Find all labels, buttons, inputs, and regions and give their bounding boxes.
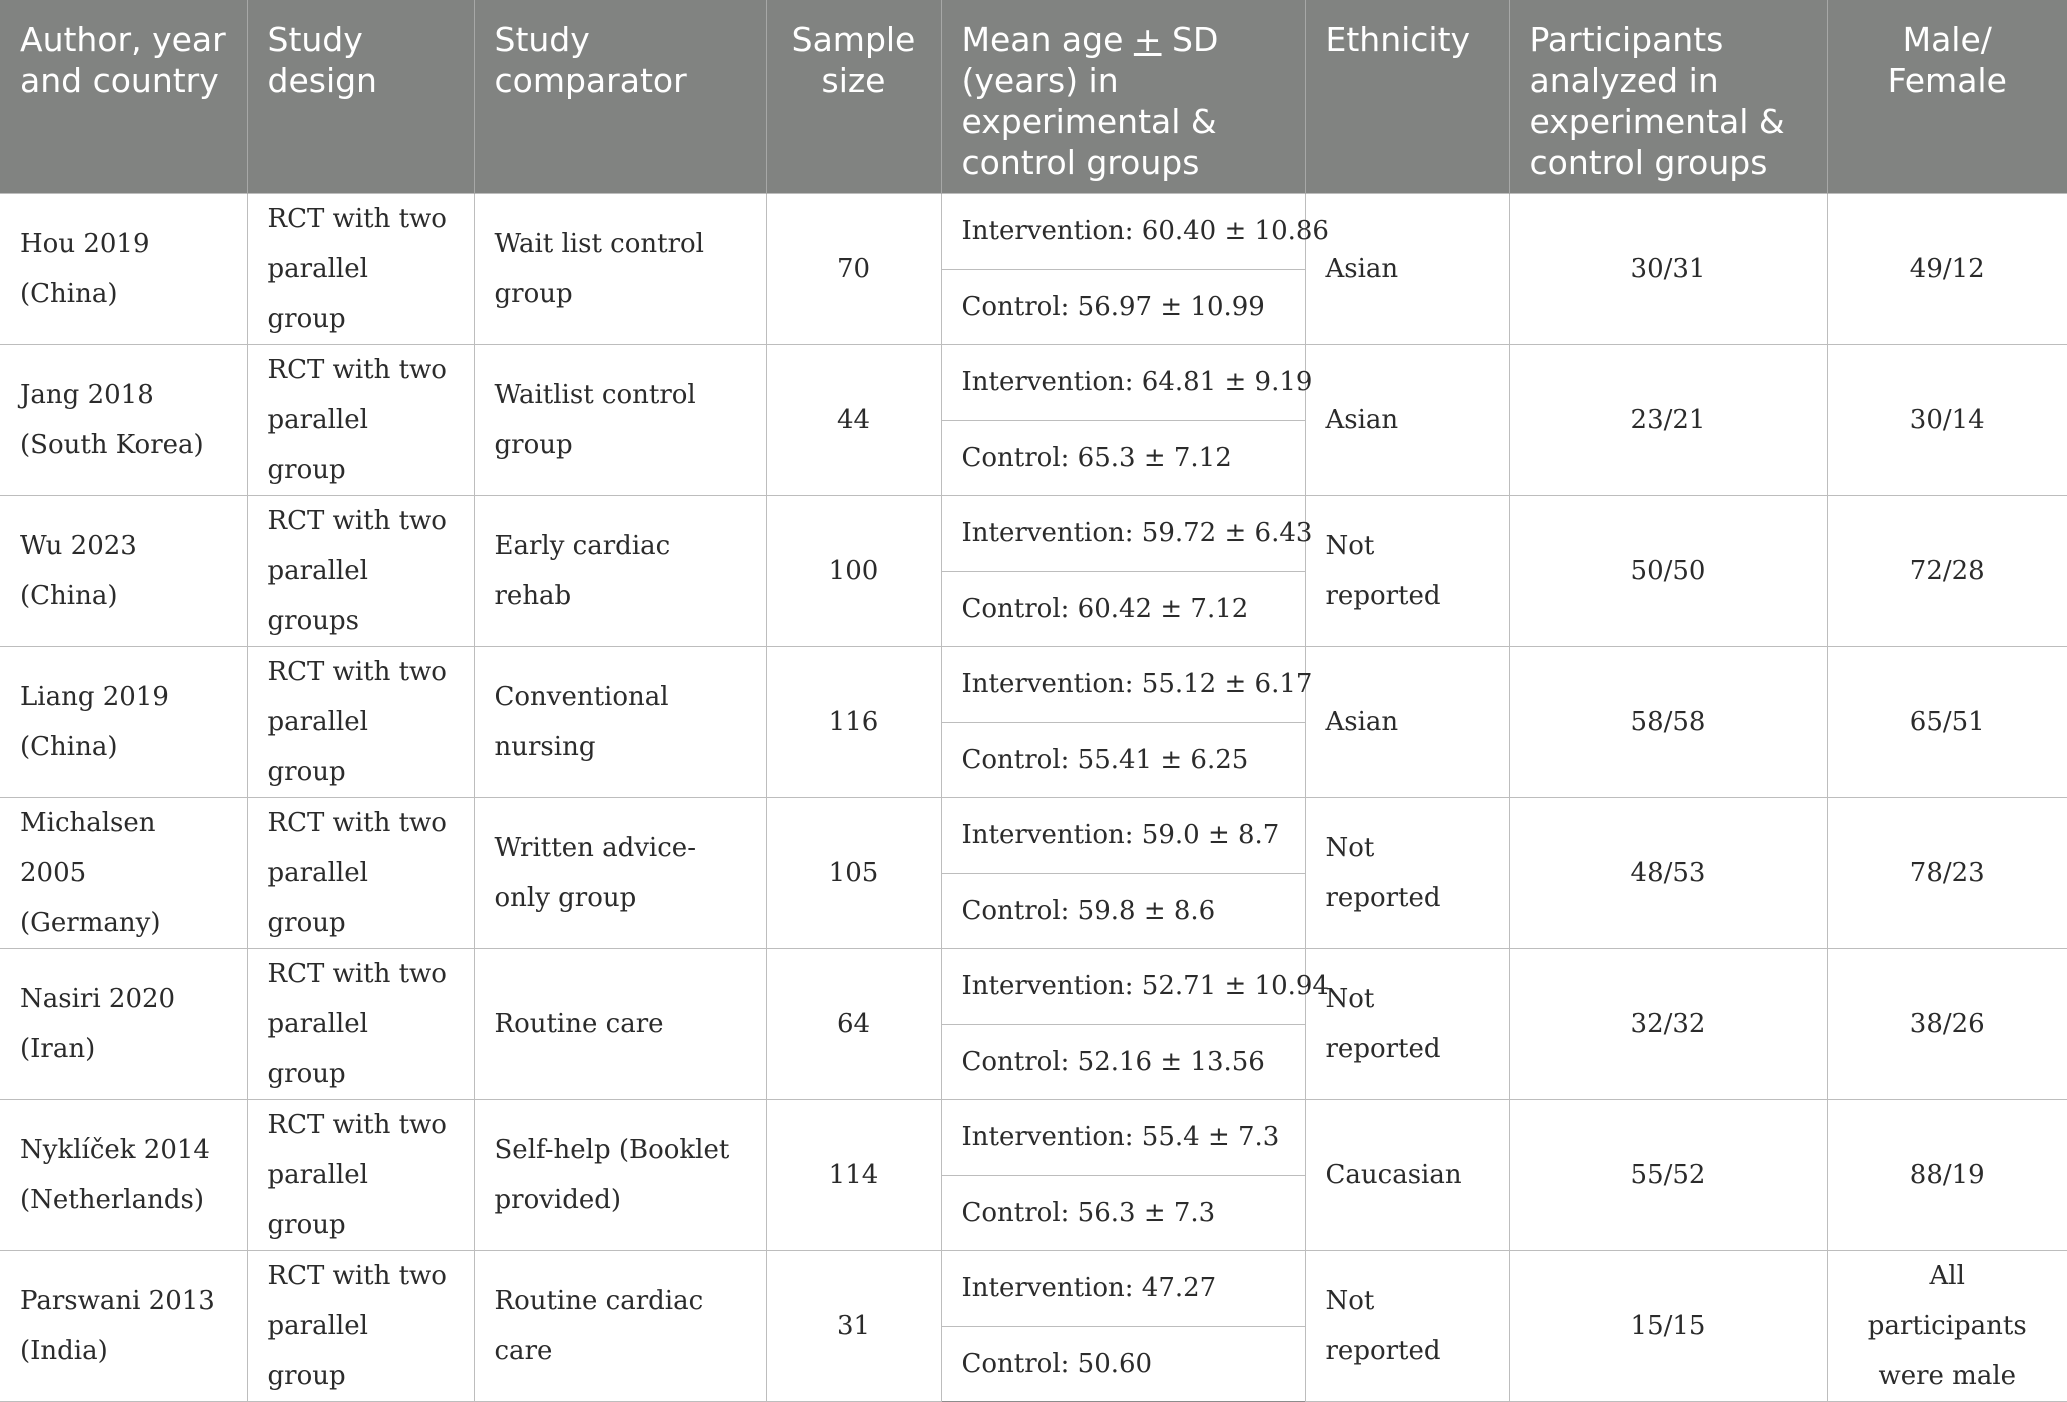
study-comparator-cell: Written advice-only group [474,798,766,949]
header-study-design: Study design [247,0,474,194]
study-comparator-cell: Routine care [474,949,766,1100]
study-comparator-cell: Wait list control group [474,194,766,345]
study-design-cell: RCT with two parallel group [247,345,474,496]
study-design-cell: RCT with two parallel group [247,647,474,798]
study-design-cell: RCT with two parallel groups [247,496,474,647]
header-study-comparator: Study comparator [474,0,766,194]
sample-size-cell: 64 [766,949,941,1100]
age-control-cell: Control: 59.8 ± 8.6 [941,873,1305,949]
male-female-cell: 65/51 [1827,647,2067,798]
table-row [0,798,2067,874]
study-comparator-cell: Routine cardiac care [474,1251,766,1402]
age-control-cell: Control: 50.60 [941,1326,1305,1402]
male-female-cell: 88/19 [1827,1100,2067,1251]
header-sex: Male/ Female [1827,0,2067,194]
sample-size-cell: 100 [766,496,941,647]
table-row [0,1100,2067,1176]
study-design-cell: RCT with two parallel group [247,1100,474,1251]
age-intervention-cell: Intervention: 47.27 [941,1251,1305,1327]
age-control-cell: Control: 56.97 ± 10.99 [941,269,1305,345]
author-cell: Parswani 2013 (India) [0,1251,247,1402]
study-design-cell: RCT with two parallel group [247,194,474,345]
participants-cell: 23/21 [1509,345,1827,496]
age-intervention-cell: Intervention: 59.0 ± 8.7 [941,798,1305,874]
table-row [0,194,2067,270]
header-ethnicity: Ethnicity [1305,0,1509,194]
ethnicity-cell: Not reported [1305,798,1509,949]
table-row [0,496,2067,572]
age-intervention-cell: Intervention: 52.71 ± 10.94 [941,949,1305,1025]
age-intervention-cell: Intervention: 60.40 ± 10.86 [941,194,1305,270]
sample-size-cell: 116 [766,647,941,798]
sample-size-cell: 114 [766,1100,941,1251]
sample-size-cell: 70 [766,194,941,345]
header-participants: Participants analyzed in experimental & control groups [1509,0,1827,194]
age-intervention-cell: Intervention: 55.12 ± 6.17 [941,647,1305,723]
ethnicity-cell: Asian [1305,194,1509,345]
participants-cell: 30/31 [1509,194,1827,345]
ethnicity-cell: Not reported [1305,496,1509,647]
author-cell: Nasiri 2020 (Iran) [0,949,247,1100]
male-female-cell: 78/23 [1827,798,2067,949]
age-control-cell: Control: 56.3 ± 7.3 [941,1175,1305,1251]
author-cell: Jang 2018 (South Korea) [0,345,247,496]
author-cell: Nyklíček 2014 (Netherlands) [0,1100,247,1251]
ethnicity-cell: Not reported [1305,949,1509,1100]
author-cell: Hou 2019 (China) [0,194,247,345]
table-row [0,647,2067,723]
table-row [0,949,2067,1025]
sample-size-cell: 44 [766,345,941,496]
ethnicity-cell: Caucasian [1305,1100,1509,1251]
age-intervention-cell: Intervention: 59.72 ± 6.43 [941,496,1305,572]
ethnicity-cell: Not reported [1305,1251,1509,1402]
participants-cell: 48/53 [1509,798,1827,949]
author-cell: Liang 2019 (China) [0,647,247,798]
header-sample-size: Sample size [766,0,941,194]
header-row [0,0,2067,194]
header-mean-age-post: SD (years) in experimental & control groups [961,20,1219,182]
age-intervention-cell: Intervention: 55.4 ± 7.3 [941,1100,1305,1176]
header-mean-age-pre: Mean age [961,20,1134,59]
participants-cell: 15/15 [1509,1251,1827,1402]
header-mean-age-plus: + [1133,20,1162,59]
study-comparator-cell: Waitlist control group [474,345,766,496]
author-cell: Michalsen 2005 (Germany) [0,798,247,949]
age-control-cell: Control: 60.42 ± 7.12 [941,571,1305,647]
study-design-cell: RCT with two parallel group [247,1251,474,1402]
participants-cell: 55/52 [1509,1100,1827,1251]
participants-cell: 50/50 [1509,496,1827,647]
table-body [0,194,2067,1402]
ethnicity-cell: Asian [1305,647,1509,798]
sample-size-cell: 105 [766,798,941,949]
header-author: Author, year and country [0,0,247,194]
male-female-cell: 72/28 [1827,496,2067,647]
study-design-cell: RCT with two parallel group [247,798,474,949]
male-female-cell: 30/14 [1827,345,2067,496]
age-control-cell: Control: 55.41 ± 6.25 [941,722,1305,798]
sample-size-cell: 31 [766,1251,941,1402]
study-comparator-cell: Early cardiac rehab [474,496,766,647]
ethnicity-cell: Asian [1305,345,1509,496]
male-female-cell: All participants were male [1827,1251,2067,1402]
study-comparator-cell: Self-help (Booklet provided) [474,1100,766,1251]
participants-cell: 32/32 [1509,949,1827,1100]
male-female-cell: 38/26 [1827,949,2067,1100]
table-row [0,1251,2067,1327]
header-mean-age [941,0,1305,194]
participants-cell: 58/58 [1509,647,1827,798]
table-row [0,345,2067,421]
age-intervention-cell: Intervention: 64.81 ± 9.19 [941,345,1305,421]
age-control-cell: Control: 65.3 ± 7.12 [941,420,1305,496]
study-design-cell: RCT with two parallel group [247,949,474,1100]
age-control-cell: Control: 52.16 ± 13.56 [941,1024,1305,1100]
study-comparator-cell: Conventional nursing [474,647,766,798]
male-female-cell: 49/12 [1827,194,2067,345]
author-cell: Wu 2023 (China) [0,496,247,647]
